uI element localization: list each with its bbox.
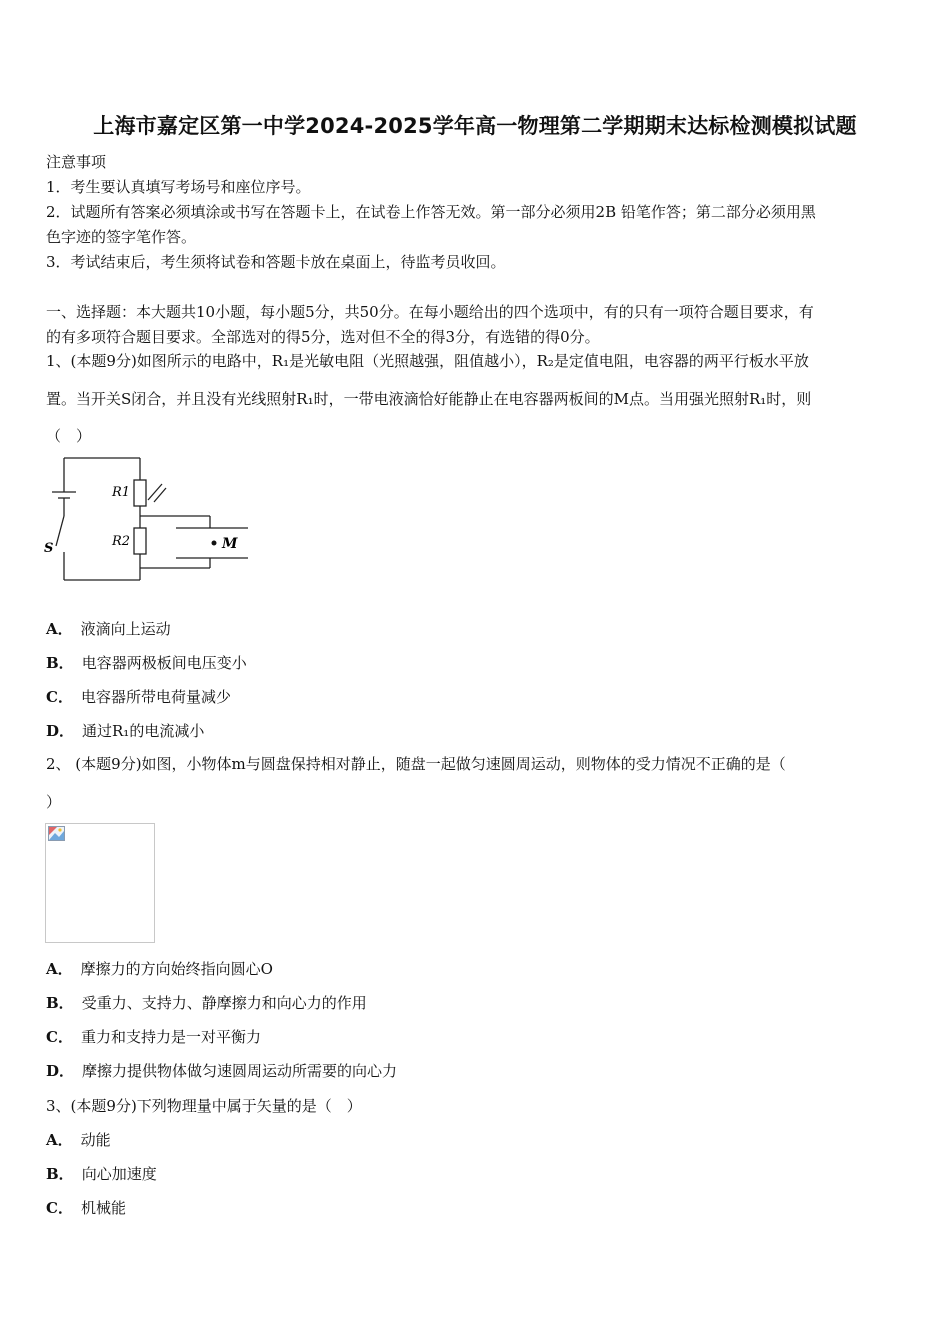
section-instructions: 的有多项符合题目要求。全部选对的得5分，选对但不全的得3分，有选错的得0分。 (46, 328, 600, 346)
q2-option-b: B． 受重力、支持力、静摩擦力和向心力的作用 (46, 994, 367, 1012)
q3-option-b: B． 向心加速度 (46, 1165, 157, 1183)
notice-item: 色字迹的签字笔作答。 (46, 228, 197, 246)
q1-option-c: C． 电容器所带电荷量减少 (46, 688, 231, 706)
q1-stem: 置。当开关S闭合，并且没有光线照射R₁时，一带电液滴恰好能静止在电容器两板间的M点。当用强光照射R₁时，则 (46, 390, 812, 408)
page-title: 上海市嘉定区第一中学2024-2025学年高一物理第二学期期末达标检测模拟试题 (93, 114, 857, 138)
q3-option-a: A． 动能 (46, 1131, 111, 1149)
circuit-diagram (42, 452, 257, 587)
q2-option-c: C． 重力和支持力是一对平衡力 (46, 1028, 261, 1046)
section-instructions: 一、选择题：本大题共10小题，每小题5分，共50分。在每小题给出的四个选项中，有的只有一项符合题目要求，有 (46, 303, 814, 321)
switch-label: S (44, 541, 54, 556)
notice-heading: 注意事项 (46, 153, 107, 171)
broken-image-placeholder (45, 823, 155, 943)
notice-item: 3．考试结束后，考生须将试卷和答题卡放在桌面上，待监考员收回。 (46, 253, 506, 271)
q2-option-a: A． 摩擦力的方向始终指向圆心O (46, 960, 273, 978)
q2-stem: 2、 (本题9分)如图，小物体m与圆盘保持相对静止，随盘一起做匀速圆周运动，则物体的受力情况不正确的是（ (46, 755, 786, 773)
q1-option-b: B． 电容器两极板间电压变小 (46, 654, 247, 672)
q2-option-d: D． 摩擦力提供物体做匀速圆周运动所需要的向心力 (46, 1062, 398, 1080)
q1-option-d: D． 通过R₁的电流减小 (46, 722, 205, 740)
q3-stem: 3、(本题9分)下列物理量中属于矢量的是（ ） (46, 1097, 362, 1115)
q1-stem: （ ） (46, 427, 92, 445)
notice-item: 2．试题所有答案必须填涂或书写在答题卡上，在试卷上作答无效。第一部分必须用2B 铅笔作答；第二部分必须用黑 (46, 203, 816, 221)
q2-stem: ） (46, 793, 62, 811)
point-m-label: M (222, 536, 238, 552)
broken-image-icon (48, 826, 65, 841)
r2-label: R2 (112, 534, 131, 549)
q3-option-c: C． 机械能 (46, 1199, 126, 1217)
r1-label: R1 (112, 485, 131, 500)
point-m-marker (212, 541, 217, 546)
q1-option-a: A． 液滴向上运动 (46, 620, 171, 638)
q1-stem: 1、(本题9分)如图所示的电路中，R₁是光敏电阻（光照越强，阻值越小），R₂是定值电阻，电容器的两平行板水平放 (46, 352, 809, 370)
notice-item: 1．考生要认真填写考场号和座位序号。 (46, 178, 311, 196)
